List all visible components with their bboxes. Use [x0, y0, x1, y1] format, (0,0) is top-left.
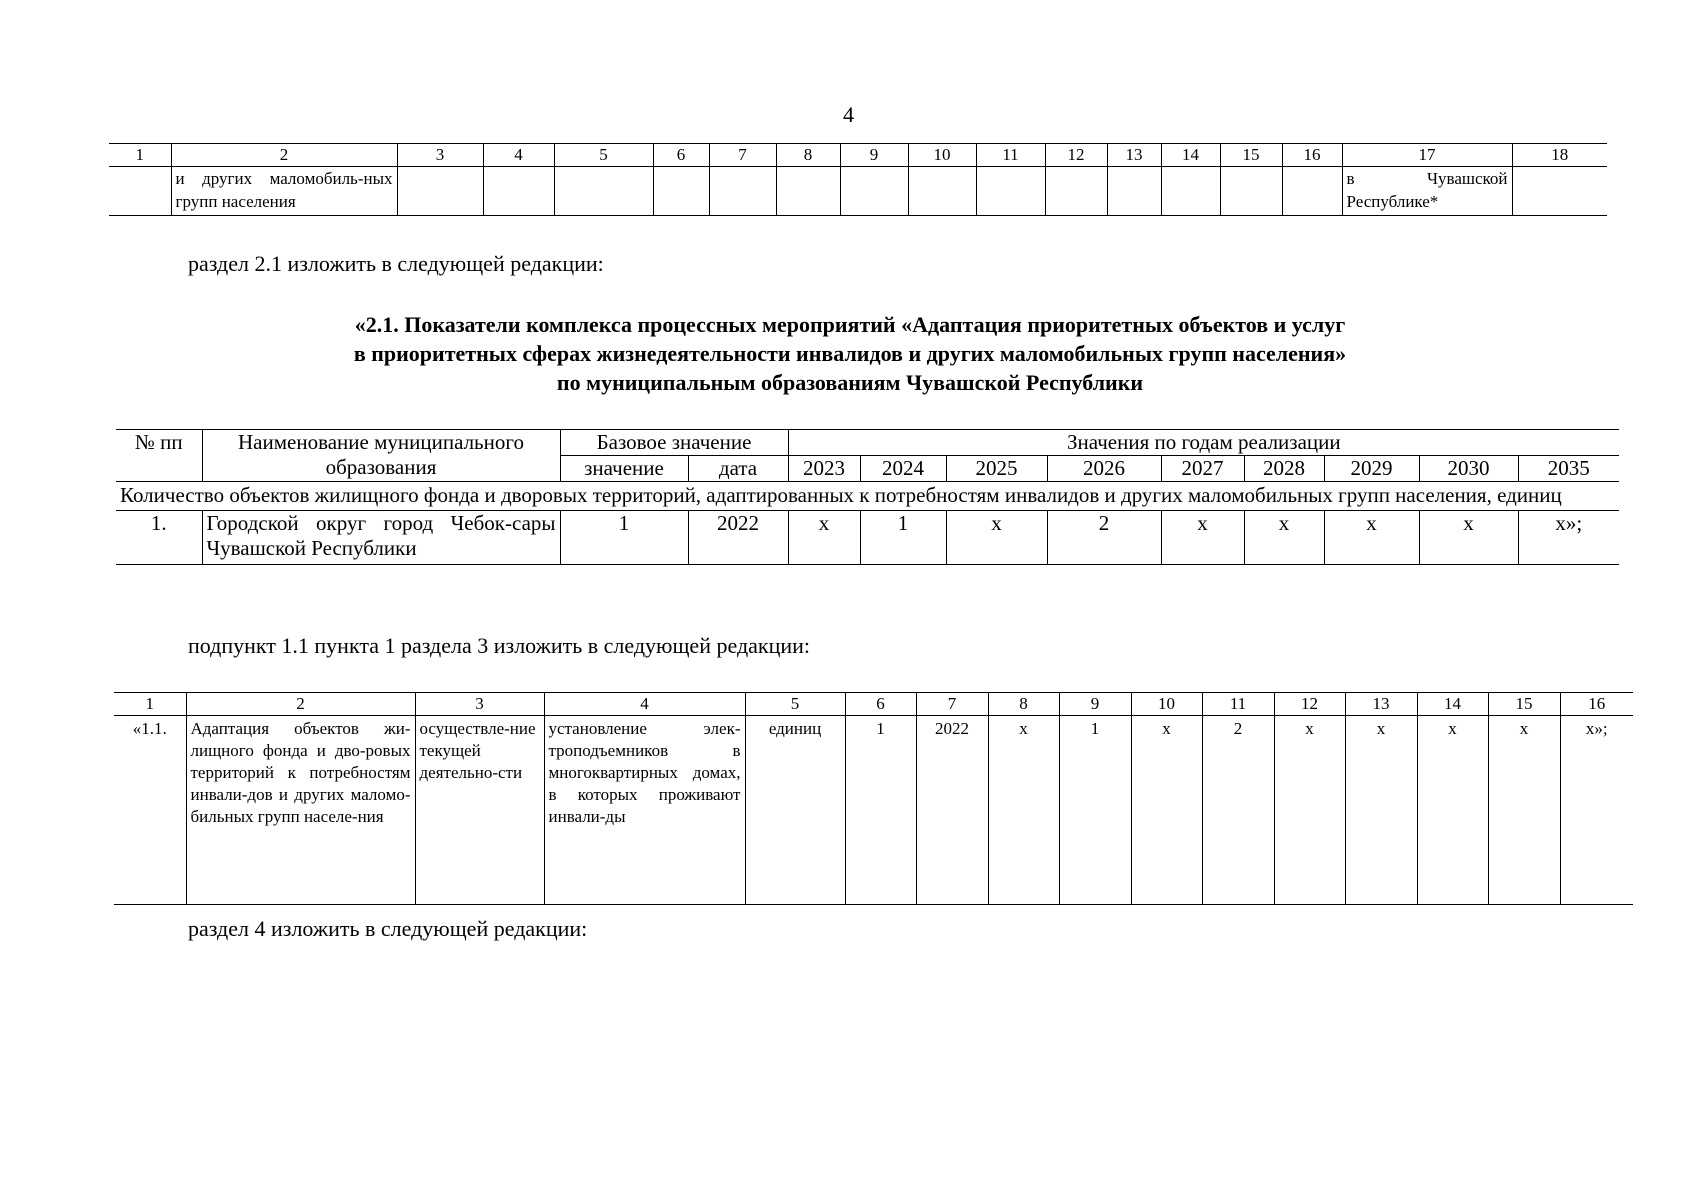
cell-target: в Чувашской Республике* [1342, 167, 1512, 216]
column-number: 10 [1131, 693, 1202, 716]
row-cell: x [1417, 716, 1488, 905]
paragraph: раздел 2.1 изложить в следующей редакции: [188, 251, 604, 276]
table-header-row [114, 693, 1633, 716]
column-number: 16 [1560, 693, 1633, 716]
column-number: 18 [1512, 144, 1607, 167]
row-year-value: x [1324, 511, 1419, 565]
header-date: дата [688, 456, 788, 482]
cell-name: и других маломобиль-ных групп населения [171, 167, 397, 216]
section-caption: Количество объектов жилищного фонда и дворовых территорий, адаптированных к потребностям инвалидов и других маломобильных групп населения, единиц [116, 482, 1619, 511]
column-number: 15 [1488, 693, 1560, 716]
table-header-row [109, 144, 1607, 167]
column-number: 11 [1202, 693, 1274, 716]
row-cell: x [1274, 716, 1345, 905]
column-number: 17 [1342, 144, 1512, 167]
row-year-value: x»; [1518, 511, 1619, 565]
column-number: 7 [916, 693, 988, 716]
continuation-table [109, 143, 1607, 216]
measures-table [114, 692, 1633, 905]
row-cell: x [1488, 716, 1560, 905]
column-number: 16 [1282, 144, 1342, 167]
header-name: Наименование муниципального образования [202, 430, 560, 482]
table-row [109, 167, 1607, 216]
column-number: 9 [840, 144, 908, 167]
column-number: 14 [1161, 144, 1220, 167]
section-row [116, 482, 1619, 511]
column-number: 5 [745, 693, 845, 716]
page-number: 4 [843, 102, 854, 127]
header-value: значение [560, 456, 688, 482]
header-year: 2029 [1324, 456, 1419, 482]
header-year: 2028 [1244, 456, 1324, 482]
header-base: Базовое значение [560, 430, 788, 456]
row-year-value: x [1244, 511, 1324, 565]
row-value: 1 [845, 716, 916, 905]
row-cell: x [1345, 716, 1417, 905]
row-year-value: x [1161, 511, 1244, 565]
row-year: 2022 [916, 716, 988, 905]
row-cell: x»; [1560, 716, 1633, 905]
indicators-table [116, 429, 1619, 565]
column-number: 10 [908, 144, 976, 167]
row-cell: 1 [1059, 716, 1131, 905]
column-number: 3 [415, 693, 544, 716]
column-number: 9 [1059, 693, 1131, 716]
paragraph: раздел 4 изложить в следующей редакции: [188, 916, 588, 941]
column-number: 8 [776, 144, 840, 167]
column-number: 5 [554, 144, 653, 167]
header-year: 2027 [1161, 456, 1244, 482]
column-number: 15 [1220, 144, 1282, 167]
column-number: 14 [1417, 693, 1488, 716]
header-year: 2025 [946, 456, 1047, 482]
header-year: 2026 [1047, 456, 1161, 482]
header-num: № пп [116, 430, 202, 482]
column-number: 3 [397, 144, 483, 167]
table-header-row [116, 430, 1619, 456]
table-row [116, 511, 1619, 565]
row-cell: x [1131, 716, 1202, 905]
row-year-value: 1 [860, 511, 946, 565]
column-number: 7 [709, 144, 776, 167]
row-type: осуществле-ние текущей деятельно-сти [415, 716, 544, 905]
column-number: 4 [544, 693, 745, 716]
row-name: Адаптация объектов жи-лищного фонда и дво-ровых территорий к потребностям инвали-дов и других маломо-бильных групп населе-ния [186, 716, 415, 905]
row-cell: 2 [1202, 716, 1274, 905]
column-number: 12 [1045, 144, 1107, 167]
row-num: «1.1. [114, 716, 186, 905]
row-unit: единиц [745, 716, 845, 905]
column-number: 4 [483, 144, 554, 167]
heading-line: в приоритетных сферах жизнедеятельности инвалидов и других маломобильных групп населения» [353, 341, 1347, 366]
column-number: 2 [171, 144, 397, 167]
row-cell: x [988, 716, 1059, 905]
row-date: 2022 [688, 511, 788, 565]
heading-line: «2.1. Показатели комплекса процессных мероприятий «Адаптация приоритетных объектов и услуг [354, 312, 1346, 337]
column-number: 6 [653, 144, 709, 167]
header-years: Значения по годам реализации [788, 430, 1619, 456]
column-number: 6 [845, 693, 916, 716]
column-number: 1 [114, 693, 186, 716]
heading-line: по муниципальным образованиям Чувашской Республики [556, 370, 1144, 395]
column-number: 13 [1345, 693, 1417, 716]
section-heading [180, 310, 1520, 397]
column-number: 1 [109, 144, 171, 167]
row-year-value: x [946, 511, 1047, 565]
header-year: 2024 [860, 456, 946, 482]
table-row [114, 716, 1633, 905]
column-number: 2 [186, 693, 415, 716]
row-value: 1 [560, 511, 688, 565]
column-number: 11 [976, 144, 1045, 167]
column-number: 8 [988, 693, 1059, 716]
row-year-value: 2 [1047, 511, 1161, 565]
header-year: 2023 [788, 456, 860, 482]
column-number: 12 [1274, 693, 1345, 716]
row-indicator: установление элек-троподъемников в многоквартирных домах, в которых проживают инвали-ды [544, 716, 745, 905]
row-year-value: x [788, 511, 860, 565]
column-number: 13 [1107, 144, 1161, 167]
row-num: 1. [116, 511, 202, 565]
row-name: Городской округ город Чебок-сары Чувашской Республики [202, 511, 560, 565]
paragraph: подпункт 1.1 пункта 1 раздела 3 изложить в следующей редакции: [188, 633, 811, 658]
header-year: 2035 [1518, 456, 1619, 482]
row-year-value: x [1419, 511, 1518, 565]
header-year: 2030 [1419, 456, 1518, 482]
